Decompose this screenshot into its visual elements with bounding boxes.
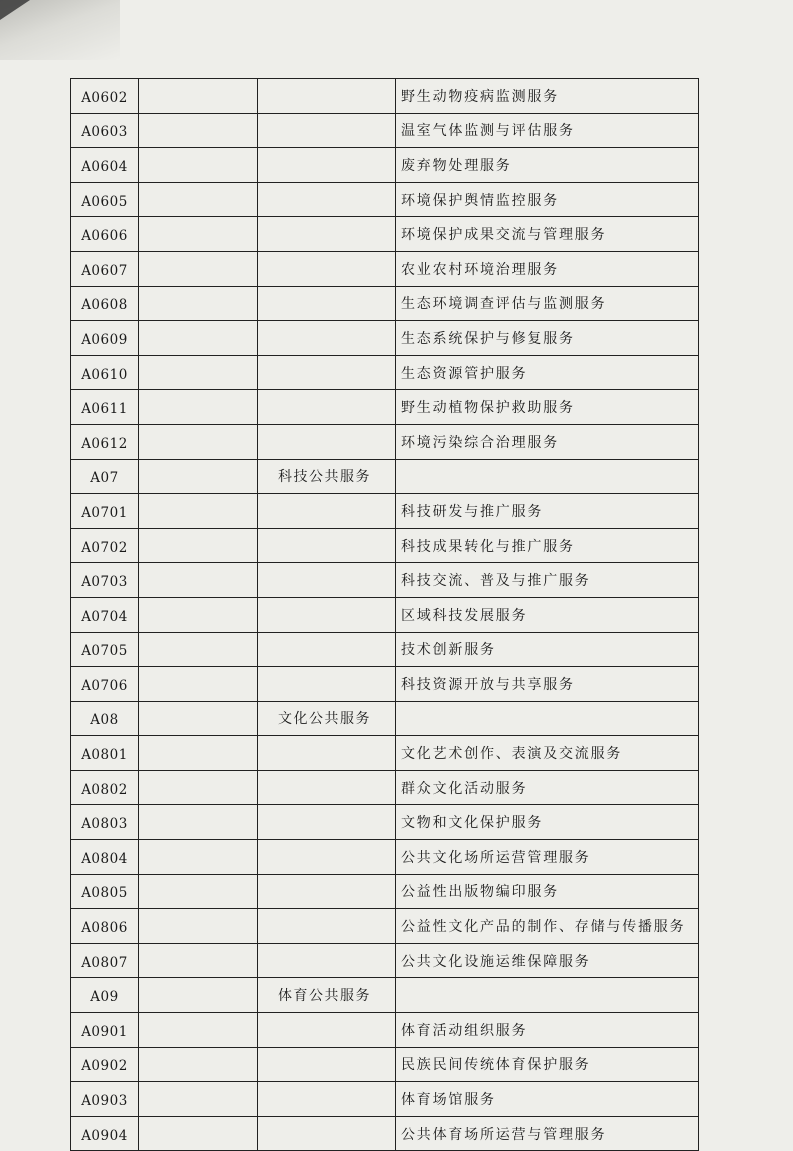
code-cell: A0612 <box>71 424 139 459</box>
service-item-cell: 科技研发与推广服务 <box>396 494 699 529</box>
blank-cell <box>139 217 258 252</box>
blank-cell <box>139 563 258 598</box>
blank-cell <box>139 286 258 321</box>
blank-cell <box>139 182 258 217</box>
category-cell <box>258 1082 396 1117</box>
code-cell: A0606 <box>71 217 139 252</box>
blank-cell <box>139 701 258 736</box>
category-cell <box>258 528 396 563</box>
blank-cell <box>139 978 258 1013</box>
table-row <box>71 943 699 978</box>
code-cell: A0704 <box>71 597 139 632</box>
table-row <box>71 148 699 183</box>
blank-cell <box>139 874 258 909</box>
category-cell <box>258 943 396 978</box>
category-cell <box>258 1047 396 1082</box>
code-cell: A0701 <box>71 494 139 529</box>
table-row <box>71 667 699 702</box>
blank-cell <box>139 805 258 840</box>
blank-cell <box>139 494 258 529</box>
category-cell <box>258 182 396 217</box>
service-item-cell: 环境保护成果交流与管理服务 <box>396 217 699 252</box>
code-cell: A09 <box>71 978 139 1013</box>
code-cell: A0603 <box>71 113 139 148</box>
table-row <box>71 978 699 1013</box>
blank-cell <box>139 459 258 494</box>
code-cell: A0903 <box>71 1082 139 1117</box>
service-item-cell: 体育场馆服务 <box>396 1082 699 1117</box>
table-row <box>71 355 699 390</box>
service-item-cell <box>396 459 699 494</box>
category-cell <box>258 909 396 944</box>
category-cell <box>258 217 396 252</box>
blank-cell <box>139 632 258 667</box>
code-cell: A0610 <box>71 355 139 390</box>
table-row <box>71 79 699 114</box>
category-cell <box>258 667 396 702</box>
code-cell: A0806 <box>71 909 139 944</box>
service-item-cell: 区域科技发展服务 <box>396 597 699 632</box>
service-item-cell: 公益性文化产品的制作、存储与传播服务 <box>396 909 699 944</box>
table-row <box>71 597 699 632</box>
service-item-cell: 公益性出版物编印服务 <box>396 874 699 909</box>
service-item-cell: 科技资源开放与共享服务 <box>396 667 699 702</box>
code-cell: A0605 <box>71 182 139 217</box>
blank-cell <box>139 528 258 563</box>
service-item-cell: 公共文化设施运维保障服务 <box>396 943 699 978</box>
category-cell <box>258 563 396 598</box>
blank-cell <box>139 251 258 286</box>
table-row <box>71 909 699 944</box>
table-row <box>71 770 699 805</box>
code-cell: A0804 <box>71 840 139 875</box>
blank-cell <box>139 770 258 805</box>
table-row <box>71 494 699 529</box>
service-item-cell: 技术创新服务 <box>396 632 699 667</box>
category-cell <box>258 840 396 875</box>
service-item-cell: 生态环境调查评估与监测服务 <box>396 286 699 321</box>
service-item-cell: 群众文化活动服务 <box>396 770 699 805</box>
table-row <box>71 805 699 840</box>
code-cell: A0609 <box>71 321 139 356</box>
table-row <box>71 1047 699 1082</box>
blank-cell <box>139 79 258 114</box>
blank-cell <box>139 943 258 978</box>
blank-cell <box>139 1013 258 1048</box>
category-cell <box>258 597 396 632</box>
service-item-cell: 文化艺术创作、表演及交流服务 <box>396 736 699 771</box>
blank-cell <box>139 667 258 702</box>
code-cell: A0902 <box>71 1047 139 1082</box>
category-cell <box>258 113 396 148</box>
service-item-cell: 温室气体监测与评估服务 <box>396 113 699 148</box>
category-cell: 体育公共服务 <box>258 978 396 1013</box>
code-cell: A0706 <box>71 667 139 702</box>
service-item-cell <box>396 701 699 736</box>
service-item-cell: 公共体育场所运营与管理服务 <box>396 1116 699 1151</box>
blank-cell <box>139 840 258 875</box>
table-row <box>71 528 699 563</box>
code-cell: A07 <box>71 459 139 494</box>
service-item-cell: 野生动植物保护救助服务 <box>396 390 699 425</box>
table-row <box>71 840 699 875</box>
service-item-cell: 生态资源管护服务 <box>396 355 699 390</box>
service-item-cell: 民族民间传统体育保护服务 <box>396 1047 699 1082</box>
code-cell: A0805 <box>71 874 139 909</box>
category-cell <box>258 390 396 425</box>
service-item-cell: 野生动物疫病监测服务 <box>396 79 699 114</box>
table-row <box>71 321 699 356</box>
service-item-cell: 公共文化场所运营管理服务 <box>396 840 699 875</box>
category-cell <box>258 805 396 840</box>
code-cell: A0611 <box>71 390 139 425</box>
blank-cell <box>139 424 258 459</box>
table-row <box>71 736 699 771</box>
code-cell: A0802 <box>71 770 139 805</box>
table-row <box>71 1082 699 1117</box>
blank-cell <box>139 736 258 771</box>
category-cell <box>258 148 396 183</box>
table-row <box>71 217 699 252</box>
code-cell: A0604 <box>71 148 139 183</box>
code-cell: A0803 <box>71 805 139 840</box>
category-cell <box>258 770 396 805</box>
blank-cell <box>139 355 258 390</box>
table-row <box>71 874 699 909</box>
table-row <box>71 286 699 321</box>
category-cell <box>258 355 396 390</box>
service-item-cell: 农业农村环境治理服务 <box>396 251 699 286</box>
code-cell: A0602 <box>71 79 139 114</box>
table-body <box>71 79 699 1151</box>
service-item-cell: 文物和文化保护服务 <box>396 805 699 840</box>
category-cell: 文化公共服务 <box>258 701 396 736</box>
code-cell: A0807 <box>71 943 139 978</box>
category-cell <box>258 286 396 321</box>
service-item-cell: 生态系统保护与修复服务 <box>396 321 699 356</box>
code-cell: A0702 <box>71 528 139 563</box>
table-row <box>71 424 699 459</box>
category-cell <box>258 251 396 286</box>
table-row <box>71 113 699 148</box>
table-row <box>71 632 699 667</box>
table-row <box>71 1013 699 1048</box>
table-row <box>71 182 699 217</box>
service-item-cell: 废弃物处理服务 <box>396 148 699 183</box>
blank-cell <box>139 390 258 425</box>
category-cell <box>258 321 396 356</box>
blank-cell <box>139 1047 258 1082</box>
code-cell: A0705 <box>71 632 139 667</box>
scan-corner-shadow <box>0 0 120 60</box>
service-item-cell: 环境污染综合治理服务 <box>396 424 699 459</box>
blank-cell <box>139 1082 258 1117</box>
category-cell <box>258 736 396 771</box>
code-cell: A0703 <box>71 563 139 598</box>
code-cell: A0904 <box>71 1116 139 1151</box>
category-cell <box>258 79 396 114</box>
service-item-cell: 科技成果转化与推广服务 <box>396 528 699 563</box>
code-cell: A0607 <box>71 251 139 286</box>
blank-cell <box>139 148 258 183</box>
blank-cell <box>139 113 258 148</box>
category-cell <box>258 1013 396 1048</box>
blank-cell <box>139 909 258 944</box>
table-row <box>71 563 699 598</box>
category-cell <box>258 632 396 667</box>
code-cell: A0608 <box>71 286 139 321</box>
table-row <box>71 390 699 425</box>
service-catalog-table <box>70 78 699 1151</box>
service-item-cell <box>396 978 699 1013</box>
service-item-cell: 体育活动组织服务 <box>396 1013 699 1048</box>
table-row <box>71 459 699 494</box>
table-row <box>71 251 699 286</box>
code-cell: A0801 <box>71 736 139 771</box>
category-cell <box>258 424 396 459</box>
table-row <box>71 701 699 736</box>
code-cell: A08 <box>71 701 139 736</box>
service-item-cell: 环境保护舆情监控服务 <box>396 182 699 217</box>
blank-cell <box>139 321 258 356</box>
blank-cell <box>139 597 258 632</box>
service-item-cell: 科技交流、普及与推广服务 <box>396 563 699 598</box>
category-cell <box>258 494 396 529</box>
category-cell: 科技公共服务 <box>258 459 396 494</box>
code-cell: A0901 <box>71 1013 139 1048</box>
category-cell <box>258 874 396 909</box>
